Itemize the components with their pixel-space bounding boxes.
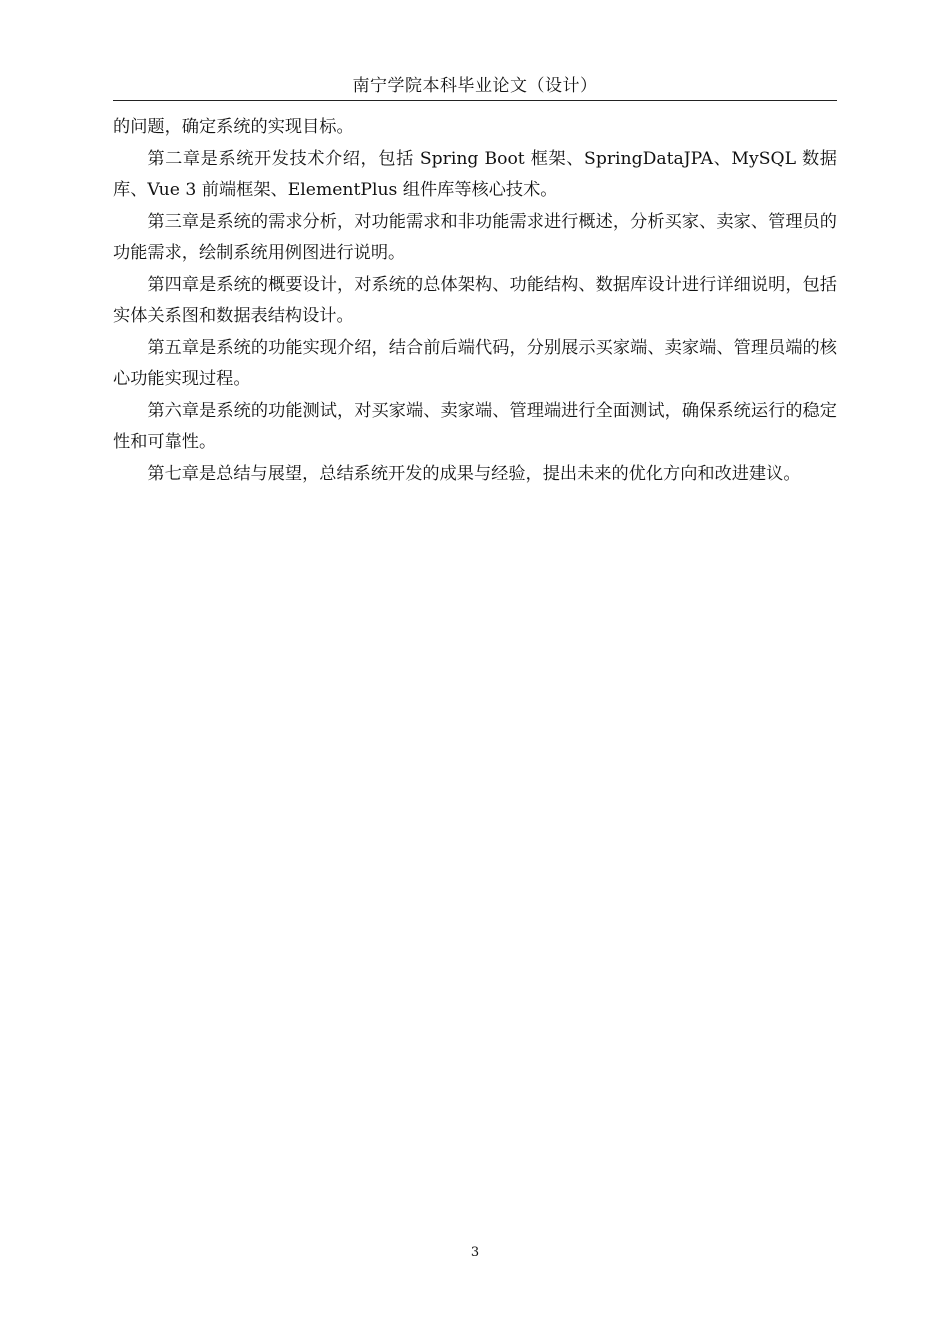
paragraph-chapter-7: 第七章是总结与展望，总结系统开发的成果与经验，提出未来的优化方向和改进建议。	[147, 463, 801, 484]
running-header-title: 南宁学院本科毕业论文（设计）	[352, 76, 598, 96]
paragraph-chapter-3: 第三章是系统的需求分析，对功能需求和非功能需求进行概述，分析买家、卖家、管理员的功能需求，绘制系统用例图进行说明。	[113, 211, 837, 263]
paragraph-chapter-6: 第六章是系统的功能测试，对买家端、卖家端、管理端进行全面测试，确保系统运行的稳定性和可靠性。	[113, 400, 837, 452]
paragraph-chapter-4: 第四章是系统的概要设计，对系统的总体架构、功能结构、数据库设计进行详细说明，包括实体关系图和数据表结构设计。	[113, 274, 837, 326]
header-divider	[113, 100, 837, 101]
body-text	[113, 112, 837, 490]
paragraph-continuation: 的问题，确定系统的实现目标。	[113, 117, 354, 137]
paragraph-chapter-2: 第二章是系统开发技术介绍，包括 Spring Boot 框架、SpringDataJPA、MySQL 数据库、Vue 3 前端框架、ElementPlus 组件库等核心技术。	[113, 148, 837, 200]
paragraph-chapter-5: 第五章是系统的功能实现介绍，结合前后端代码，分别展示买家端、卖家端、管理员端的核心功能实现过程。	[113, 337, 837, 389]
page-number: 3	[470, 1245, 480, 1260]
